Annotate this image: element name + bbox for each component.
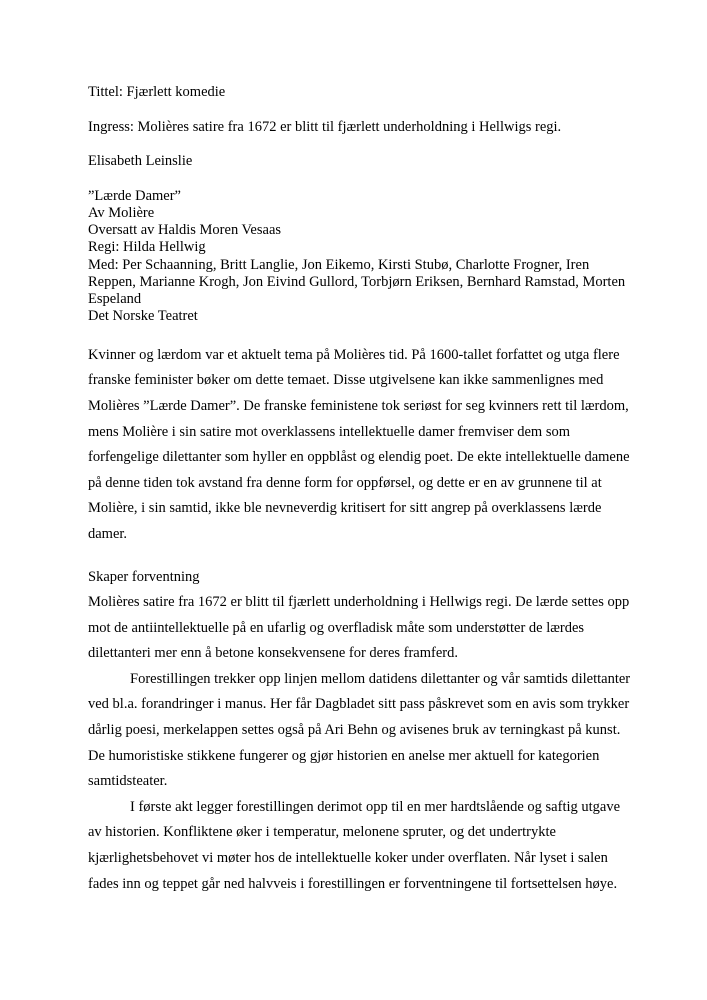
- text-line: De humoristiske stikkene fungerer og gjør historien en anelse mer aktuell for kategorien: [88, 747, 600, 764]
- text-line: Molière, i sin samtid, ikke ble nevneverdig kritisert for sitt angrep på overklassens lærde: [88, 500, 602, 517]
- text-line: kjærlighetsbehovet vi møter hos de intellektuelle koker under overflaten. Når lyset i salen: [88, 850, 608, 867]
- text-line: Ingress: Molières satire fra 1672 er blitt til fjærlett underholdning i Hellwigs regi.: [88, 118, 562, 135]
- text-line: I første akt legger forestillingen derimot opp til en mer hardtslående og saftig utgave: [130, 798, 621, 815]
- document-content: [88, 84, 648, 897]
- text-line: Skaper forventning: [88, 568, 200, 585]
- text-line: mens Molière i sin satire mot overklassens intellektuelle damer fremviser dem som: [88, 423, 570, 440]
- text-line: Regi: Hilda Hellwig: [88, 239, 206, 256]
- section-heading-forventning: [88, 565, 648, 591]
- text-line: ved bl.a. forandringer i manus. Her får Dagbladet sitt pass påskrevet som en avis som trykker: [88, 696, 630, 713]
- text-line: Reppen, Marianne Krogh, Jon Eivind Gullord, Torbjørn Eriksen, Bernhard Ramstad, Morten: [88, 273, 626, 290]
- text-line: mot de antiintellektuelle på en ufarlig og overfladisk måte som understøtter de lærdes: [88, 619, 585, 636]
- section-body-first-act: [88, 795, 648, 897]
- text-line: Molières ”Lærde Damer”. De franske feministene tok seriøst for seg kvinners rett til lærdom,: [88, 397, 629, 414]
- text-line: franske feminister bøker om dette temaet. Disse utgivelsene kan ikke sammenlignes med: [88, 372, 604, 389]
- section-body-modernization: [88, 667, 648, 795]
- text-line: Kvinner og lærdom var et aktuelt tema på Molières tid. På 1600-tallet forfattet og utga flere: [88, 346, 620, 363]
- section-title: [88, 84, 648, 101]
- text-line: ”Lærde Damer”: [88, 187, 181, 204]
- section-ingress: [88, 119, 648, 136]
- text-line: Tittel: Fjærlett komedie: [88, 84, 226, 100]
- text-line: Det Norske Teatret: [88, 308, 198, 325]
- text-line: samtidsteater.: [88, 773, 168, 790]
- text-line: Molières satire fra 1672 er blitt til fjærlett underholdning i Hellwigs regi. De lærde settes opp: [88, 594, 630, 611]
- text-line: dilettanteri mer enn å betone konsekvensene for deres framferd.: [88, 645, 458, 662]
- text-line: Med: Per Schaanning, Britt Langlie, Jon Eikemo, Kirsti Stubø, Charlotte Frogner, Iren: [88, 256, 590, 273]
- section-credits: [88, 188, 648, 326]
- text-line: av historien. Konfliktene øker i temperatur, melonene spruter, og det undertrykte: [88, 824, 556, 841]
- section-body-expectation: [88, 590, 648, 667]
- text-line: damer.: [88, 525, 128, 542]
- text-line: forfengelige dilettanter som hyller en oppblåst og elendig poet. De ekte intellektuelle damene: [88, 449, 630, 466]
- text-line: på denne tiden tok avstand fra denne form for oppførsel, og dette er en av grunnene til at: [88, 474, 602, 491]
- text-line: Elisabeth Leinslie: [88, 153, 193, 169]
- text-line: dårlig poesi, merkelappen settes også på Ari Behn og avisenes bruk av terningkast på kunst.: [88, 722, 621, 739]
- text-line: Oversatt av Haldis Moren Vesaas: [88, 222, 282, 238]
- section-author: [88, 153, 648, 170]
- text-line: Forestillingen trekker opp linjen mellom datidens dilettanter og vår samtids dilettanter: [130, 670, 631, 687]
- section-body-intro: [88, 343, 648, 548]
- text-line: Espeland: [88, 291, 142, 307]
- text-line: Av Molière: [88, 204, 155, 221]
- text-line: fades inn og teppet går ned halvveis i forestillingen er forventningene til fortsettelsen høye.: [88, 875, 618, 892]
